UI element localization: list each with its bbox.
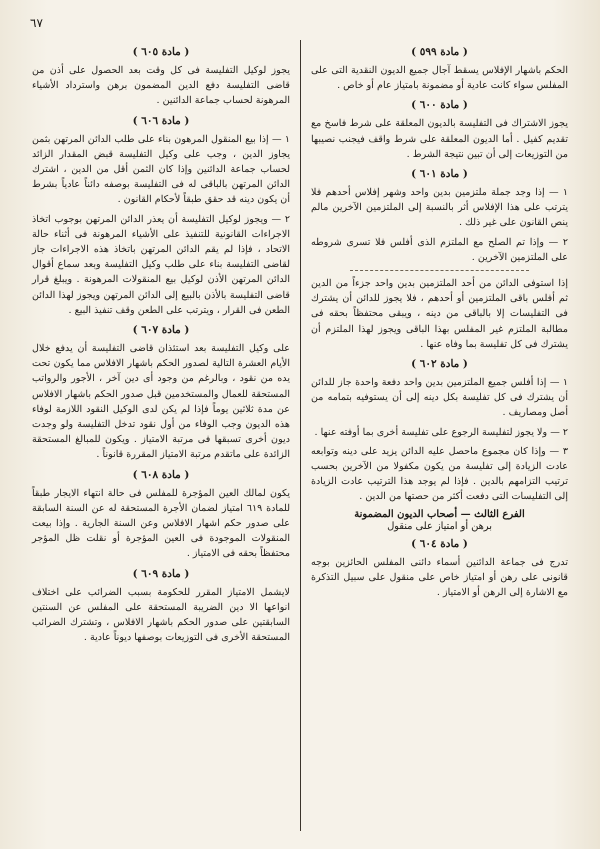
article-heading: ( مادة ٦٠١ ) (411, 168, 468, 181)
section-heading: الفرع الثالث — أصحاب الديون المضمونة (354, 508, 525, 520)
article-heading: ( مادة ٦٠٦ ) (132, 114, 190, 127)
article-heading: ( مادة ٥٩٩ ) (411, 46, 468, 58)
article-paragraph: ١ — إذا بيع المنقول المرهون بناء على طلب الدائن المرتهن بثمن يجاوز الدين ، وجب على وكيل التفليسة قبض المقدار الزائد لحساب جماعة الدائنين وإذا كان الثمن أقل من الدين ، اشترك الدائن المرتهن بالباقى له فى التفليسة بوصفه دائناً عادياً بشرط أن يكون دينه قد حقق طبقاً لأحكام القانون . (32, 133, 290, 206)
article-paragraph: ٢ — ولا يجوز لتفليسة الرجوع على تفليسة أخرى بما أوفته عنها . (314, 426, 568, 438)
article-paragraph: الحكم باشهار الإفلاس يسقط آجال جميع الديون النقدية التى على المفلس سواء كانت عادية أو مضمونة بامتياز عام أو خاص . (311, 65, 568, 92)
article-paragraph: يجوز لوكيل التفليسة فى كل وقت بعد الحصول على أذن من قاضى التفليسة دفع الدين المضمون برهن واسترداد الأشياء المرهونة لحساب جماعة الدائنين . (32, 65, 290, 107)
article-paragraph: لايشمل الامتياز المقرر للحكومة بسبب الضرائب على اختلاف انواعها الا دين الضريبة المستحقة على المفلس عن السنتين السابقتين على صدور الحكم باشهار الافلاس ، وتشترك الضرائب المستحقة الأخرى فى التوزيعات بوصفها ديوناً عادية . (32, 586, 290, 644)
article-paragraph: تدرج فى جماعة الدائنين أسماء دائنى المفلس الحائزين بوجه قانونى على رهن أو امتياز خاص على منقول على سبيل التذكرة مع الاشارة إلى الرهن أو الامتياز . (311, 556, 568, 599)
article-heading: ( مادة ٦٠٥ ) (132, 46, 190, 58)
article-paragraph: يجوز الاشتراك فى التفليسة بالديون المعلقة على شرط فاسخ مع تقديم كفيل . أما الديون المعلقة على شرط واقف فيجنب نصيبها من التوزيعات إلى أن تبين نتيجة الشرط . (311, 118, 568, 160)
article-heading: ( مادة ٦٠٤ ) (411, 537, 468, 550)
article-paragraph: ١ — إذا أفلس جميع الملتزمين بدين واحد دفعة واحدة جاز للدائن أن يشترك فى كل تفليسة بكل دينه إلى أن يستوفيه بتمامه من أصل ومصاريف . (311, 377, 568, 419)
section-separator (350, 270, 530, 271)
article-paragraph: ٢ — وإذا تم الصلح مع الملتزم الذى أفلس فلا تسرى شروطه على الملتزمين الآخرين . (311, 236, 568, 263)
article-heading: ( مادة ٦٠٠ ) (411, 99, 468, 112)
article-paragraph: ٢ — ويجوز لوكيل التفليسة أن يعذر الدائن المرتهن بوجوب اتخاذ الاجراءات القانونية للتنفيذ على الأشياء المرهونة فى أثناء حالة الاتحاد ، فإذا لم يقم الدائن المرتهن باتخاذ هذه الاجراءات جاز لقاضى التفليسة بناء على طلب وكيل التفليسة وبعد سماع أقوال الدائن المرتهن الأذن لوكيل بيع المنقولات المرهونة . ويبلغ قرار قاضى التفليسة بالأذن بالبيع إلى الدائن المرتهن ويجوز لهذا الدائن الطعن فى القرار ، ويترتب على الطعن وقف تنفيذ البيع . (32, 213, 290, 316)
page-number: ٦٧ (30, 16, 43, 30)
article-paragraph: ٣ — وإذا كان مجموع ماحصل عليه الدائن يزيد على دينه وتوابعه عادت الزيادة إلى تفليسة من يكون مكفولا من الآخرين بحسب ترتيب التزامهم بالدين . فإذا لم يوجد هذا الترتيب عادت الزيادة إلى التفليسات التى دفعت أكثر من حصتها من الدين . (311, 445, 568, 503)
article-paragraph: إذا استوفى الدائن من أحد الملتزمين بدين واحد جزءاً من الدين ثم أفلس باقى الملتزمين أو أحدهم ، فلا يجوز للدائن أن يشترك فى التفليسات إلا بالباقى من دينه ، ويبقى محتفظاً بحقه فى مطالبة الملتزم غير المفلس بهذا الباقى ويجوز لهذا الملتزم أن يشترك فى كل تفليسة بما وفاه عنها . (311, 278, 568, 350)
article-heading: ( مادة ٦٠٢ ) (411, 358, 468, 371)
article-heading: ( مادة ٦٠٨ ) (132, 468, 190, 481)
right-column (300, 40, 578, 831)
left-column (22, 40, 300, 831)
article-paragraph: على وكيل التفليسة بعد استئذان قاضى التفليسة أن يدفع خلال الأيام العشرة التالية لصدور الحكم باشهار الافلاس مما يكون تحت يده من نقود ، وبالرغم من وجود أى دين آخر ، الأجور والرواتب المستحقة للعمال والمستخدمين قبل صدور الحكم باشهار الافلاس عن مدة ثلاثين يوماً فإذا لم يكن لدى الوكيل النقود اللازمة لوفاء هذه الديون وجب الوفاء من أول نقود تدخل التفليسة ولو وجدت ديون أخرى تسبقها فى مرتبة الامتياز . ويكون للمبالغ المستحقة الزائدة على ماتقدم مرتبة الامتياز المقررة قانوناً . (32, 343, 290, 461)
article-heading: ( مادة ٦٠٧ ) (132, 324, 190, 337)
article-heading: ( مادة ٦٠٩ ) (132, 567, 190, 580)
text-columns (22, 40, 578, 831)
article-paragraph: ١ — إذا وجد جملة ملتزمين بدين واحد وشهر إفلاس أحدهم فلا يترتب على هذا الإفلاس أثر بالنسبة إلى الملتزمين الآخرين مالم ينص القانون على غير ذلك . (311, 187, 568, 229)
article-paragraph: يكون لمالك العين المؤجرة للمفلس فى حالة انتهاء الايجار طبقاً للمادة ٦١٩ امتياز لضمان الأجرة المستحقة له عن السنة السابقة على صدور حكم اشهار الافلاس وعن السنة الجارية . وإذا بيعت المنقولات الموجودة فى العين المؤجرة أو نقلت ظل المؤجر محتفظاً بحقه فى الامتياز . (32, 487, 290, 560)
section-subtitle: برهن أو امتياز على منقول (387, 520, 492, 532)
